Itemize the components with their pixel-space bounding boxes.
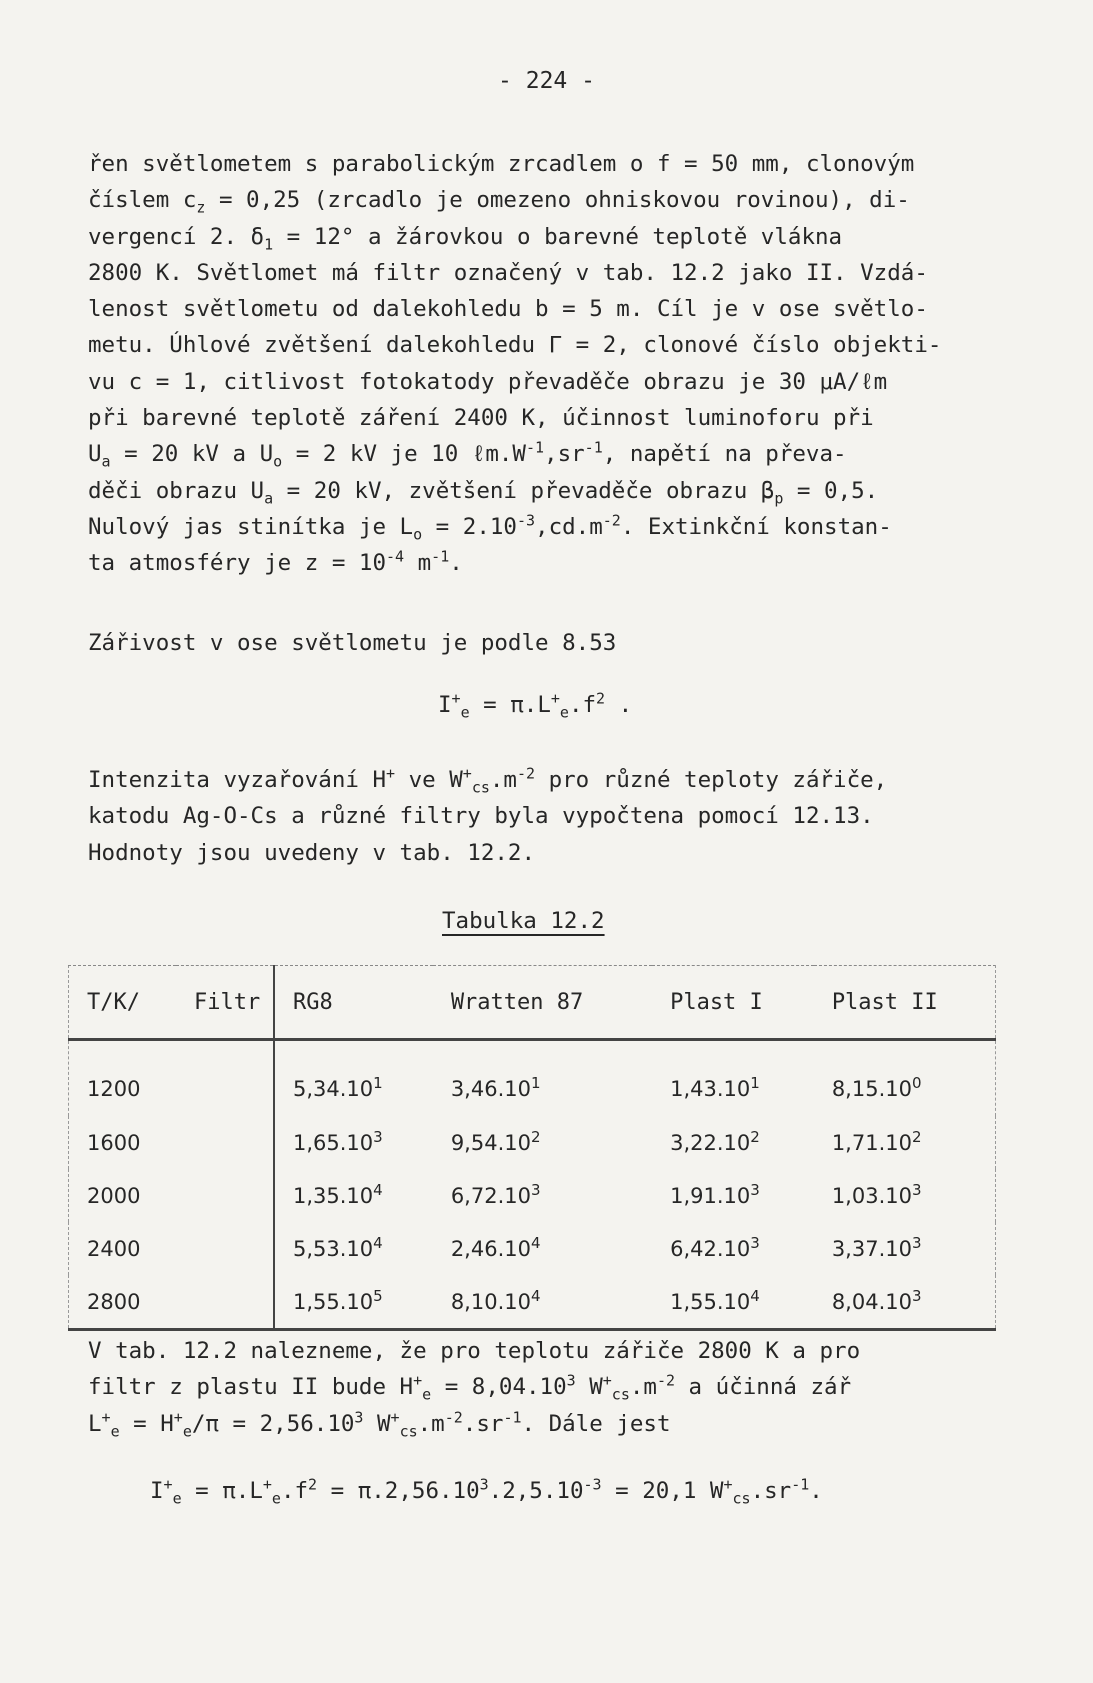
paragraph-intenzita — [88, 762, 1048, 871]
text-line: ta atmosféry je $z = 10^{-4}$ $m^{-1}$. — [88, 547, 463, 577]
text-line: Nulový jas stinítka je $L_o = 2.10^{-3},cd.m^{-2}$. Extinkční konstan- — [88, 511, 892, 544]
table-row — [69, 1040, 996, 1117]
cell-filter — [176, 1116, 274, 1169]
cell-value: 5,34.10$^1$ — [293, 1074, 383, 1101]
text-line: číslem $c_z = 0,25$ (zrcadlo je omezeno ohniskovou rovinou), di- — [88, 187, 910, 217]
table-row — [69, 1222, 996, 1275]
cell-value: 1,71.10$^2$ — [814, 1116, 996, 1169]
text-line: 2800 K. Světlomet má filtr označený v tab. 12.2 jako II. Vzdá- — [88, 259, 928, 286]
cell-value: 6,72.10$^3$ — [450, 1180, 541, 1208]
zarivost-line: Zářivost v ose světlometu je podle 8.53 — [88, 630, 617, 656]
cell-temperature: 1200 — [69, 1040, 177, 1117]
cell-temperature: 2000 — [69, 1169, 177, 1222]
table-row — [69, 1169, 996, 1222]
cell-value: 9,54.10$^2$ — [450, 1127, 541, 1155]
text-line: Hodnoty jsou uvedeny v tab. 12.2. — [88, 839, 536, 866]
cell-value: 8,15.10$^0$ — [814, 1040, 996, 1117]
text-line: děči obrazu $U_a = 20$ kV, zvětšení převaděče obrazu $\beta_p = 0,5$. — [88, 477, 879, 508]
text-line: vu c = 1, citlivost fotokatody převaděče obrazu je 30 μA/ℓm — [88, 368, 888, 395]
cell-filter — [176, 1169, 274, 1222]
table-row — [69, 1275, 996, 1330]
header-temperature: T/K/ — [69, 966, 177, 1040]
cell-value: 1,55.10$^5$ — [274, 1275, 433, 1330]
page-number: - 224 - — [498, 68, 595, 94]
cell-value: 1,65.10$^3$ — [293, 1127, 383, 1155]
cell-filter — [176, 1275, 274, 1330]
equation-final: $I^+_e = \pi.L^+_e.f^2 = \pi.2,56.10^3.2,5.10^{-3} = 20,1$ $W^+_{cs}.sr^{-1}$. — [150, 1475, 823, 1508]
paragraph-intro — [88, 146, 1048, 582]
cell-temperature: 2800 — [69, 1275, 177, 1330]
table-header-row — [69, 966, 996, 1040]
header-plast-1: Plast I — [652, 966, 814, 1040]
equation-intensity: $I^+_e = \pi.L^+_e.f^2$ . — [438, 689, 633, 722]
cell-value: 8,10.10$^4$ — [433, 1275, 652, 1330]
cell-value: 1,03.10$^3$ — [814, 1169, 996, 1222]
cell-filter — [176, 1040, 274, 1117]
text-line: Intenzita vyzařování H+ ve $W^+_{cs}.m^{-2}$ pro různé teploty zářiče, — [88, 764, 888, 797]
table-row — [69, 1116, 996, 1169]
cell-value: 1,55.10$^4$ — [652, 1275, 814, 1330]
cell-value: 1,43.10$^1$ — [670, 1074, 760, 1101]
cell-value: 2,46.10$^4$ — [450, 1233, 541, 1261]
header-wratten: Wratten 87 — [433, 966, 652, 1040]
cell-value: 3,37.10$^3$ — [814, 1222, 996, 1275]
text-line: V tab. 12.2 nalezneme, že pro teplotu zářiče 2800 K a pro — [88, 1338, 861, 1364]
header-rg8: RG8 — [274, 966, 433, 1040]
header-plast-2: Plast II — [814, 966, 996, 1040]
text-line: metu. Úhlové zvětšení dalekohledu Γ = 2, clonové číslo objekti- — [88, 332, 942, 359]
cell-temperature: 1600 — [69, 1116, 177, 1169]
text-line: řen světlometem s parabolickým zrcadlem o f = 50 mm, clonovým — [88, 151, 915, 177]
data-table — [68, 965, 996, 1331]
cell-value: 1,35.10$^4$ — [293, 1180, 383, 1208]
text-line: $L^+_e = H^+_e/\pi = 2,56.10^3$ $W^+_{cs}.m^{-2}.sr^{-1}$. Dále jest — [88, 1408, 671, 1441]
cell-value: 5,53.10$^4$ — [293, 1233, 383, 1261]
text-line: při barevné teplotě záření 2400 K, účinnost luminoforu při — [88, 405, 874, 432]
cell-value: 3,22.10$^2$ — [670, 1127, 760, 1155]
table-caption: Tabulka 12.2 — [442, 908, 605, 934]
cell-value: 3,46.10$^1$ — [450, 1074, 541, 1101]
cell-value: 8,04.10$^3$ — [814, 1275, 996, 1330]
cell-value: 6,42.10$^3$ — [670, 1233, 760, 1261]
cell-temperature: 2400 — [69, 1222, 177, 1275]
text-line: $U_a = 20$ kV a $U_o = 2$ kV je 10 $\ell m.W^{-1},sr^{-1}$, napětí na převa- — [88, 438, 847, 471]
text-line: vergencí 2. $\delta_1 = 12^\circ$ a žárovkou o barevné teplotě vlákna — [88, 223, 843, 254]
cell-filter — [176, 1222, 274, 1275]
cell-value: 1,91.10$^3$ — [670, 1180, 760, 1208]
header-filter: Filtr — [176, 966, 274, 1040]
text-line: katodu Ag-O-Cs a různé filtry byla vypočtena pomocí 12.13. — [88, 803, 874, 830]
text-line: lenost světlometu od dalekohledu b = 5 m. Cíl je v ose světlo- — [88, 296, 928, 323]
paragraph-conclusion — [88, 1333, 1048, 1442]
text-line: filtr z plastu II bude $H^+_e = 8,04.10^3$ $W^+_{cs}.m^{-2}$ a účinná zář — [88, 1371, 852, 1404]
